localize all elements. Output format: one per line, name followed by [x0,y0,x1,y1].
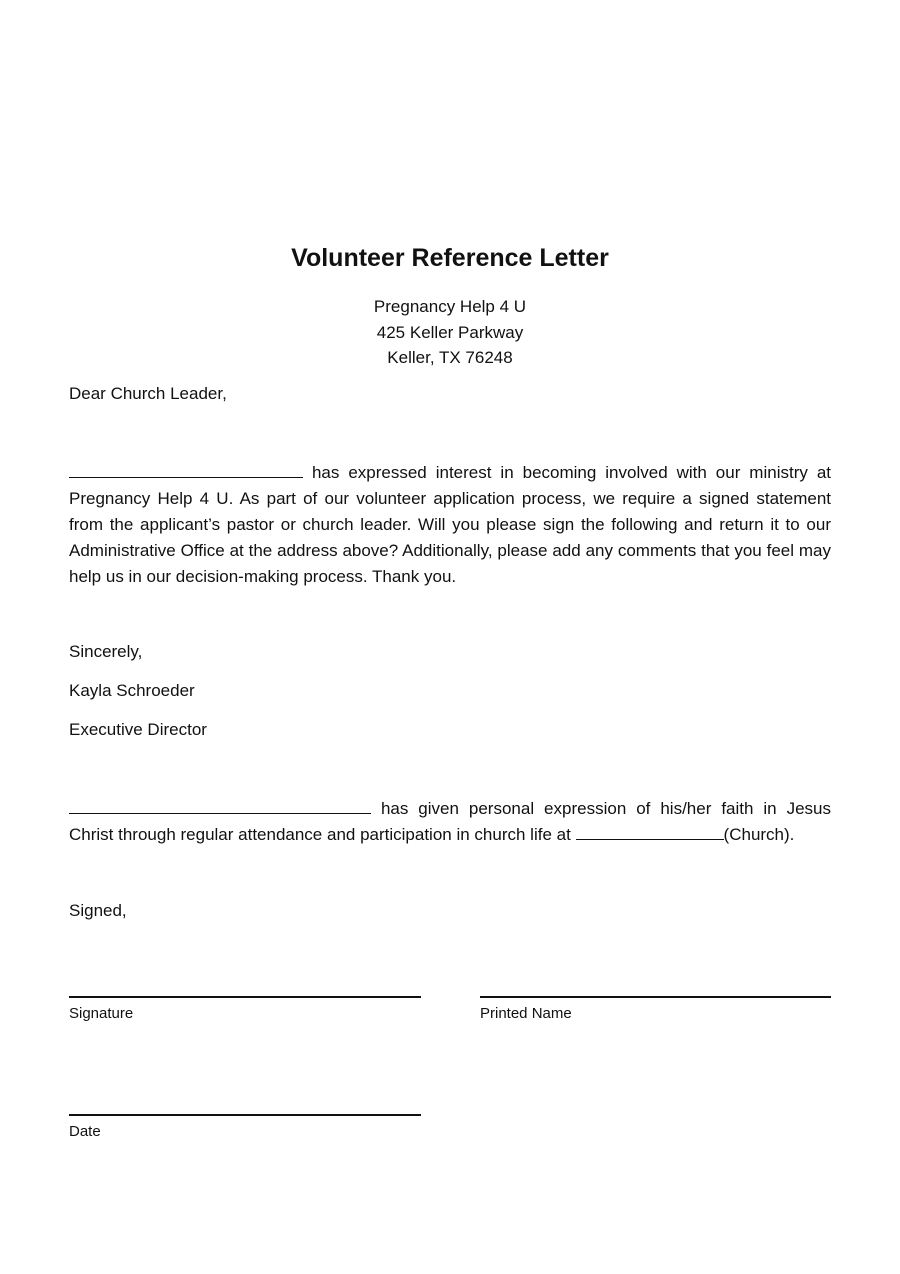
letter-title: Volunteer Reference Letter [291,244,609,272]
applicant-name-blank-2[interactable] [69,799,371,814]
org-name: Pregnancy Help 4 U [373,297,527,316]
printed-name-line[interactable] [480,996,831,998]
applicant-name-blank[interactable] [69,463,303,478]
signed-label: Signed, [69,901,127,920]
sender-name: Kayla Schroeder [69,681,195,700]
intro-paragraph [69,460,831,590]
sender-title: Executive Director [69,720,207,739]
org-address-block [0,294,900,371]
signature-label: Signature [69,1005,134,1022]
greeting: Dear Church Leader, [69,384,227,403]
date-line[interactable] [69,1114,421,1116]
church-suffix: (Church). [723,825,795,844]
faith-statement-text: has given personal expression of his/her faith in Jesus Christ through regular attendance and participation in church life at [69,799,831,844]
address-line-1: 425 Keller Parkway [376,322,524,342]
intro-paragraph-text: has expressed interest in becoming involved with our ministry at Pregnancy Help 4 U. As part of our volunteer application process, we require a signed statement from the applicant’s pastor or church leader. Will you please sign the following and return it to our Administrative Office at the address above? Additionally, please add any comments that you feel may help us in our decision-making process. Thank you. [69,463,831,586]
printed-name-label: Printed Name [480,1005,572,1022]
closing: Sincerely, [69,642,143,661]
date-label: Date [69,1123,101,1140]
address-line-2: Keller, TX 76248 [387,348,513,367]
faith-statement [69,796,831,848]
signature-line[interactable] [69,996,421,998]
church-name-blank[interactable] [576,825,724,840]
